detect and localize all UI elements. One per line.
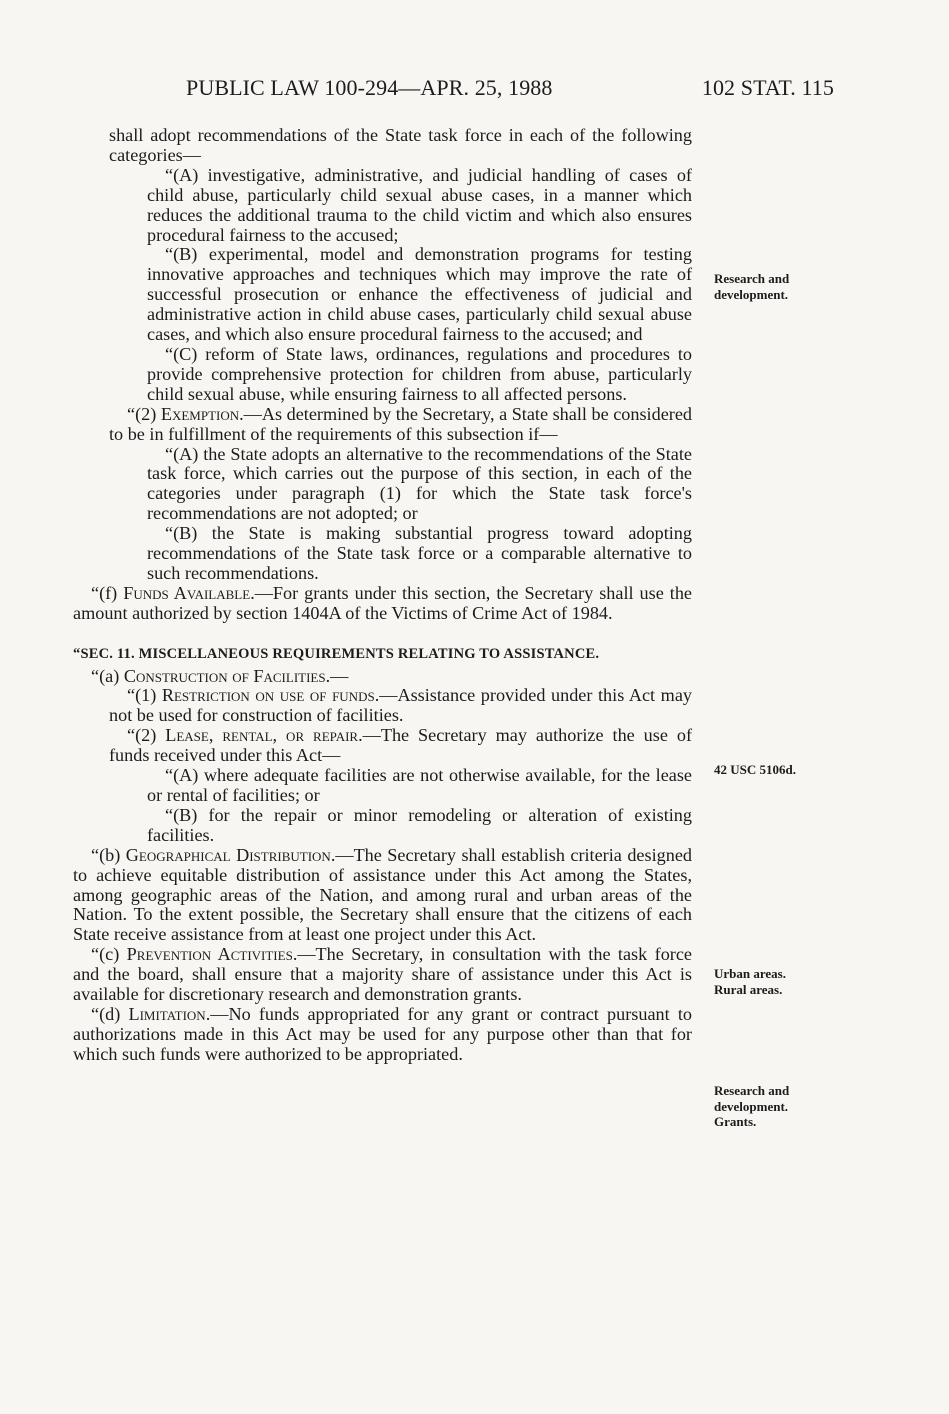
exemption-number: “(2) xyxy=(127,403,161,424)
intro-paragraph: shall adopt recommendations of the State task force in each of the following categories— xyxy=(109,125,692,165)
subsection-d-number: “(d) xyxy=(91,1003,129,1024)
paragraph-a1-number: “(1) xyxy=(127,685,162,706)
paragraph-a1-text: .—Assistance provided under this Act may not be used for construction of facilities. xyxy=(109,685,692,726)
exemption-text: .—As determined by the Secretary, a State shall be considered to be in fulfillment of the requirements of this subsection if— xyxy=(109,403,693,444)
margin-note-line: development. xyxy=(714,286,789,302)
exemption-title: Exemption xyxy=(160,403,240,424)
statute-text xyxy=(73,126,692,1065)
paragraph-a1 xyxy=(73,686,692,726)
paragraph-1A: “(A) investigative, administrative, and judicial handling of cases of child abuse, particularly child sexual abuse cases, in a manner which reduces the additional trauma to the child victim and which also ensures procedural fairness to the accused; xyxy=(147,164,692,245)
margin-note-research-grants xyxy=(714,1083,789,1130)
paragraph-a2A: “(A) where adequate facilities are not otherwise available, for the lease or rental of facilities; or xyxy=(147,765,692,805)
subsection-c-number: “(c) xyxy=(91,944,127,965)
subsection-f-title: Funds Available xyxy=(123,582,251,603)
margin-note-line: Grants. xyxy=(714,1114,757,1129)
paragraph-2A: “(A) the State adopts an alternative to the recommendations of the State task force, which carries out the purpose of this section, in each of the categories under paragraph (1) for which the State task force's recommendations are not adopted; or xyxy=(147,443,692,524)
margin-note-line: 42 USC 5106d. xyxy=(714,762,796,777)
paragraph-a1-title: Restriction on use of funds xyxy=(161,685,375,706)
header-page-number: 102 STAT. 115 xyxy=(701,75,834,100)
subsection-b-title: Geographical Distribution xyxy=(125,844,331,865)
subsection-a-number: “(a) xyxy=(91,665,124,686)
subsection-d-title: Limitation xyxy=(128,1003,206,1024)
paragraph-a2-text: .—The Secretary may authorize the use of funds received under this Act— xyxy=(109,725,693,766)
subsection-f-number: “(f) xyxy=(91,582,124,603)
margin-note-research-development xyxy=(714,271,789,302)
margin-note-line: Research and xyxy=(714,1083,790,1098)
subsection-a-title: Construction of Facilities xyxy=(123,665,326,686)
subsection-f-text: .—For grants under this section, the Secretary shall use the amount authorized by section 1404A of the Victims of Crime Act of 1984. xyxy=(73,582,692,623)
subsection-b-text: .—The Secretary shall establish criteria designed to achieve equitable distribution of assistance under this Act among the States, among geographic areas of the Nation, and among rural and urban areas of the Nation. To the extent possible, the Secretary shall ensure that the citizens of each State receive assistance from at least one project under this Act. xyxy=(73,844,692,945)
subsection-a-text: .— xyxy=(325,665,349,686)
subsection-d-text: .—No funds appropriated for any grant or contract pursuant to authorizations made in this Act may be used for any purpose other than that for which such funds were authorized to be appropriated. xyxy=(73,1003,692,1064)
margin-note-urban-rural xyxy=(714,966,786,997)
paragraph-a2-title: Lease, rental, or repair xyxy=(165,725,359,746)
subsection-c-title: Prevention Activities xyxy=(126,944,293,965)
paragraph-a2 xyxy=(73,726,692,766)
subsection-f xyxy=(73,584,692,624)
paragraph-1C: “(C) reform of State laws, ordinances, regulations and procedures to provide comprehensive protection for children from abuse, particularly child sexual abuse, while ensuring fairness to all affected persons. xyxy=(147,343,692,404)
paragraph-2-exemption xyxy=(73,405,692,445)
section-11-heading: “SEC. 11. MISCELLANEOUS REQUIREMENTS RELATING TO ASSISTANCE. xyxy=(73,645,600,662)
margin-note-usc-citation xyxy=(714,762,796,778)
subsection-c xyxy=(73,945,692,1005)
subsection-d xyxy=(73,1005,692,1065)
margin-note-line: Research and xyxy=(714,271,790,286)
subsection-b xyxy=(73,846,692,946)
subsection-b-number: “(b) xyxy=(91,844,126,865)
margin-note-line: development. xyxy=(714,1098,789,1114)
paragraph-a2B: “(B) for the repair or minor remodeling or alteration of existing facilities. xyxy=(147,804,692,845)
header-title: PUBLIC LAW 100-294—APR. 25, 1988 xyxy=(186,75,553,100)
paragraph-a2-number: “(2) xyxy=(127,725,166,746)
subsection-c-text: .—The Secretary, in consultation with the task force and the board, shall ensure that a majority share of assistance under this Act is available for discretionary research and demonstration grants. xyxy=(73,944,692,1005)
margin-note-line: Rural areas. xyxy=(714,981,783,997)
subsection-a xyxy=(73,667,692,687)
margin-note-line: Urban areas. xyxy=(714,966,786,981)
paragraph-2B: “(B) the State is making substantial progress toward adopting recommendations of the State task force or a comparable alternative to such recommendations. xyxy=(147,523,692,583)
paragraph-1B: “(B) experimental, model and demonstration programs for testing innovative approaches and techniques which may improve the rate of successful prosecution or enhance the effectiveness of judicial and administrative action in child abuse cases, particularly child sexual abuse cases, and which also ensure procedural fairness to the accused; and xyxy=(147,244,692,345)
